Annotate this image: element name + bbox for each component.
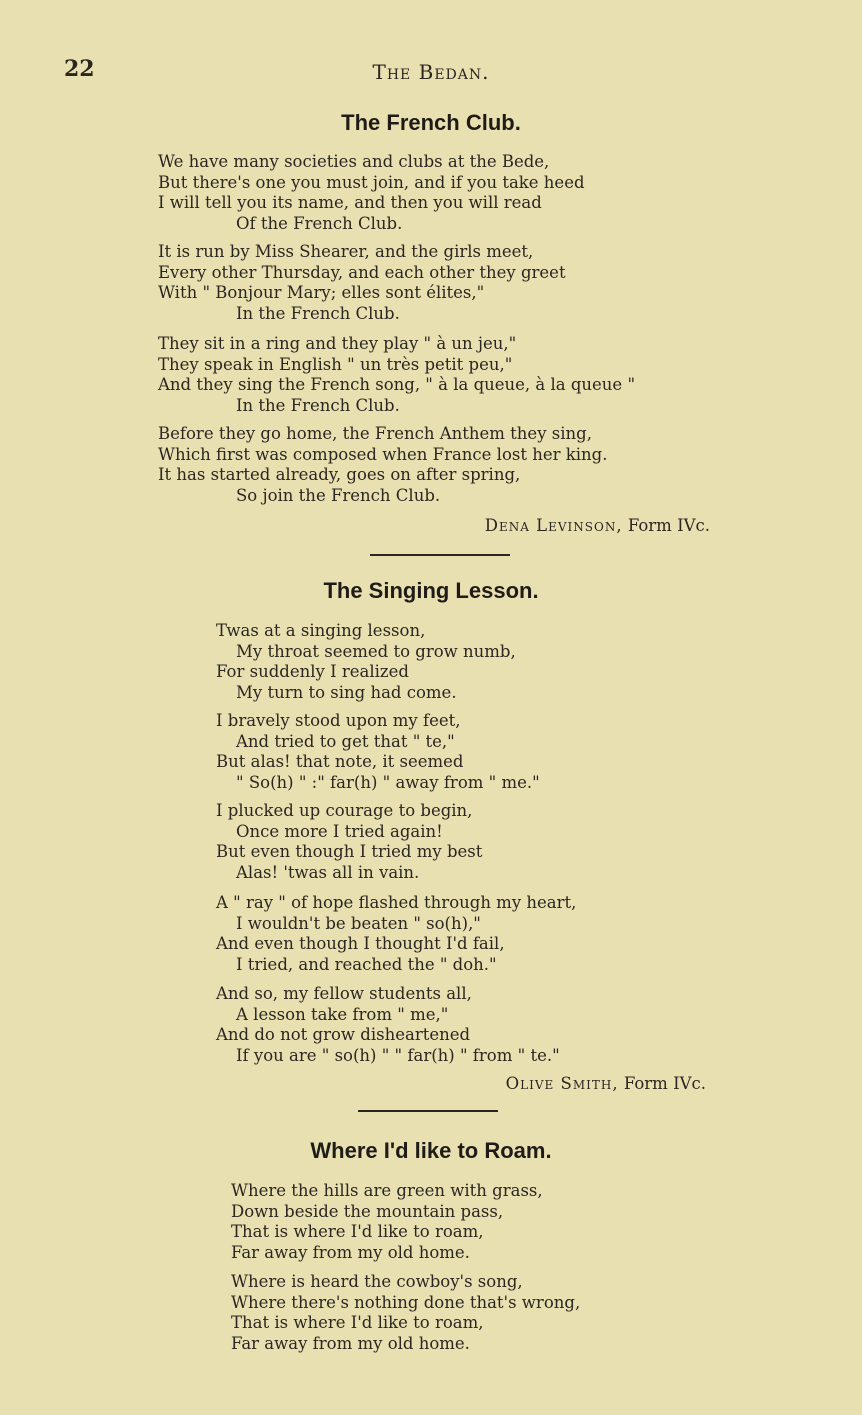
poem-line: A lesson take from " me," [236, 1004, 449, 1024]
stanza [158, 334, 635, 416]
poem-line: If you are " so(h) " " far(h) " from " te." [236, 1045, 560, 1065]
poem-line: My turn to sing had come. [236, 682, 457, 702]
poem-line: Far away from my old home. [231, 1333, 470, 1353]
poem-line: I wouldn't be beaten " so(h)," [236, 913, 481, 933]
poem-line: Down beside the mountain pass, [231, 1201, 504, 1221]
stanza [158, 424, 607, 506]
author-name: Olive Smith, [505, 1074, 619, 1093]
poem-line: Alas! 'twas all in vain. [236, 862, 420, 882]
poem-line: Once more I tried again! [236, 821, 443, 841]
poem-line: We have many societies and clubs at the Bede, [158, 152, 550, 171]
stanza [231, 1272, 580, 1354]
stanza [216, 801, 482, 883]
poem-line: Which first was composed when France lost her king. [158, 444, 608, 464]
section-title-singing-lesson: The Singing Lesson. [323, 578, 539, 603]
poem-line: That is where I'd like to roam, [231, 1313, 484, 1332]
stanza [158, 152, 585, 234]
stanza [231, 1181, 543, 1263]
author-signature [506, 1074, 706, 1093]
divider [370, 554, 510, 556]
author-name: Dena Levinson, [484, 516, 623, 535]
poem-line: Every other Thursday, and each other they greet [158, 262, 566, 282]
poem-line: I bravely stood upon my feet, [216, 711, 461, 730]
poem-line: Before they go home, the French Anthem they sing, [158, 424, 592, 443]
poem-line: " So(h) " :" far(h) " away from " me." [236, 772, 540, 792]
stanza [216, 711, 540, 793]
poem-line: Of the French Club. [236, 213, 403, 233]
poem-line: And so, my fellow students all, [216, 984, 472, 1003]
author-signature [485, 516, 710, 535]
poem-line: Where the hills are green with grass, [231, 1181, 543, 1200]
stanza [216, 984, 560, 1066]
poem-line: In the French Club. [236, 395, 400, 415]
section-title-where-id-like-to-roam: Where I'd like to Roam. [310, 1138, 552, 1163]
poem-line: But alas! that note, it seemed [216, 752, 464, 771]
poem-line: Twas at a singing lesson, [216, 621, 426, 640]
author-form: Form IVc. [627, 516, 710, 535]
poem-line: I plucked up courage to begin, [216, 801, 473, 820]
poem-line: So join the French Club. [236, 485, 441, 505]
poem-line: They sit in a ring and they play " à un jeu," [158, 334, 517, 353]
poem-line: Far away from my old home. [231, 1242, 470, 1262]
stanza [158, 242, 566, 324]
poem-line: It is run by Miss Shearer, and the girls meet, [158, 242, 534, 261]
poem-line: And tried to get that " te," [236, 731, 455, 751]
poem-line: Where is heard the cowboy's song, [231, 1272, 523, 1291]
author-form: Form IVc. [623, 1074, 706, 1093]
poem-line: With " Bonjour Mary; elles sont élites," [158, 283, 485, 302]
poem-line: It has started already, goes on after spring, [158, 465, 521, 484]
poem-line: I will tell you its name, and then you will read [158, 193, 542, 212]
poem-line: And do not grow disheartened [216, 1025, 471, 1044]
poem-line: In the French Club. [236, 303, 400, 323]
poem-line: Where there's nothing done that's wrong, [231, 1292, 581, 1312]
poem-line: And even though I thought I'd fail, [216, 934, 505, 953]
poem-line: A " ray " of hope flashed through my heart, [216, 893, 577, 912]
poem-line: They speak in English " un très petit peu," [158, 354, 513, 374]
poem-line: But there's one you must join, and if you take heed [158, 172, 585, 192]
divider [358, 1110, 498, 1112]
poem-line: That is where I'd like to roam, [231, 1222, 484, 1241]
page-number: 22 [64, 56, 95, 82]
stanza [216, 893, 576, 975]
poem-line: For suddenly I realized [216, 662, 409, 681]
running-head: The Bedan. [372, 60, 490, 84]
poem-line: But even though I tried my best [216, 842, 483, 861]
section-title-french-club: The French Club. [341, 110, 521, 135]
poem-line: And they sing the French song, " à la queue, à la queue " [158, 375, 636, 394]
poem-line: My throat seemed to grow numb, [236, 641, 516, 661]
poem-line: I tried, and reached the " doh." [236, 954, 497, 974]
stanza [216, 621, 516, 703]
